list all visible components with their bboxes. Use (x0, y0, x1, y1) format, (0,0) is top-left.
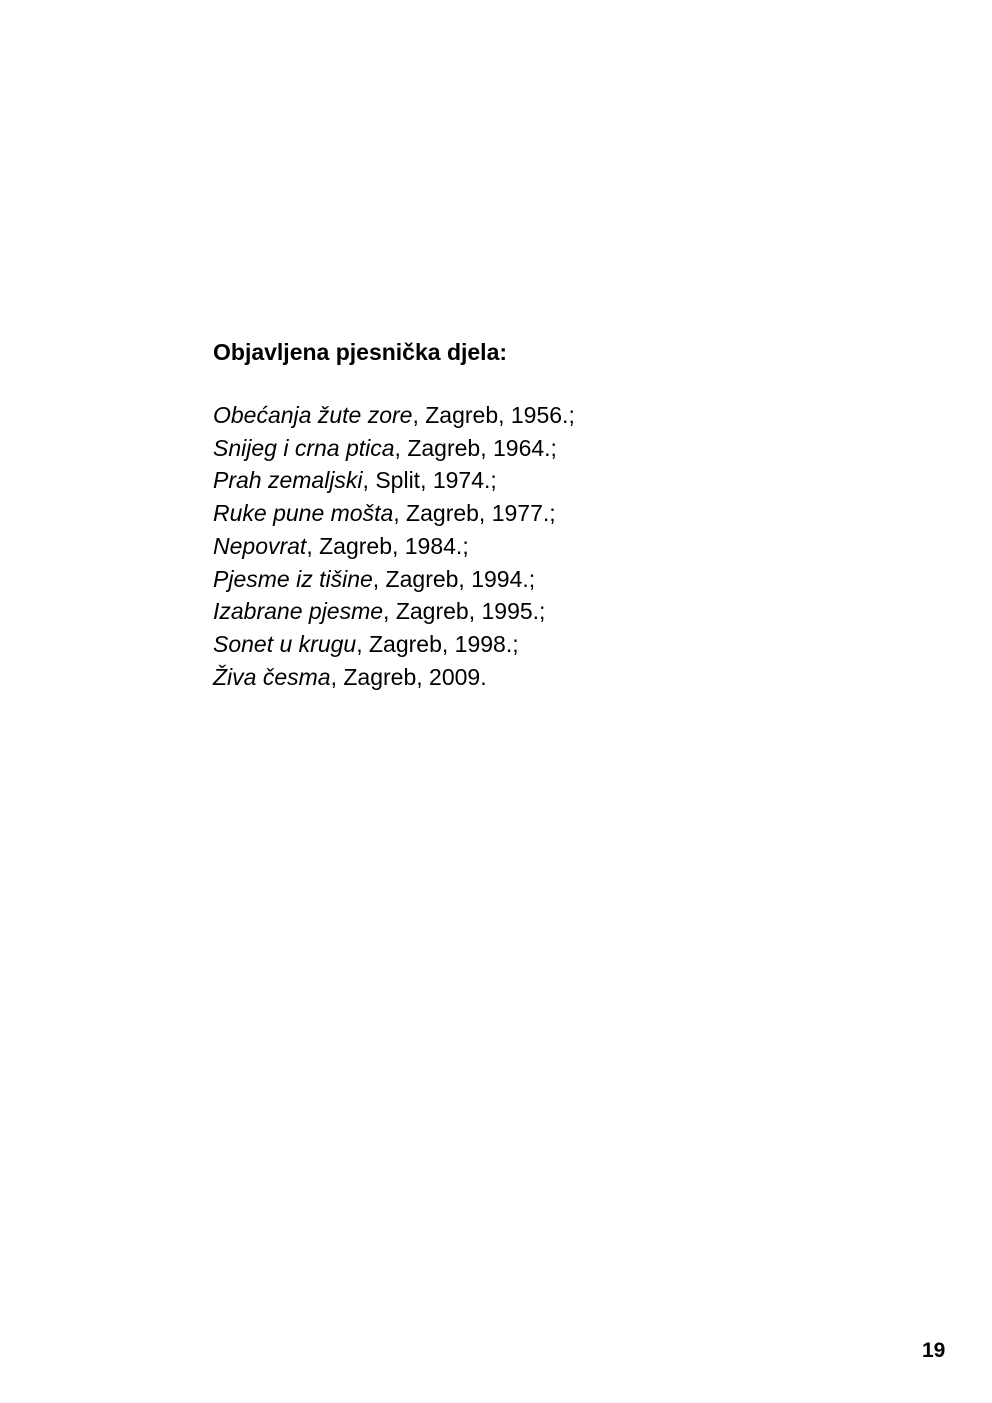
list-item (213, 628, 853, 661)
work-details: , Zagreb, 2009. (330, 663, 487, 690)
work-title: Prah zemaljski (213, 467, 363, 494)
section-heading: Objavljena pjesnička djela: (213, 339, 508, 365)
page-number: 19 (922, 1339, 946, 1362)
list-item (213, 464, 853, 497)
work-details: , Split, 1974.; (362, 467, 497, 494)
list-item (213, 595, 853, 628)
list-item (213, 563, 853, 596)
work-details: , Zagreb, 1964.; (394, 434, 557, 461)
page-content (213, 336, 853, 693)
work-title: Sonet u krugu (213, 630, 357, 657)
list-item (213, 530, 853, 563)
work-details: , Zagreb, 1998.; (356, 630, 519, 657)
published-works-list (213, 399, 853, 693)
list-item (213, 497, 853, 530)
work-title: Snijeg i crna ptica (213, 434, 395, 461)
list-item (213, 661, 853, 694)
work-title: Ruke pune mošta (213, 500, 394, 527)
work-title: Izabrane pjesme (213, 598, 384, 625)
work-details: , Zagreb, 1977.; (393, 500, 556, 527)
work-title: Obećanja žute zore (213, 402, 413, 428)
work-title: Živa česma (213, 663, 331, 690)
work-details: , Zagreb, 1994.; (372, 565, 536, 592)
work-details: , Zagreb, 1984.; (306, 532, 469, 559)
work-title: Pjesme iz tišine (213, 565, 373, 592)
work-details: , Zagreb, 1956.; (412, 402, 575, 428)
work-details: , Zagreb, 1995.; (383, 598, 546, 625)
list-item (213, 432, 853, 465)
work-title: Nepovrat (213, 532, 307, 559)
list-item (213, 399, 853, 432)
